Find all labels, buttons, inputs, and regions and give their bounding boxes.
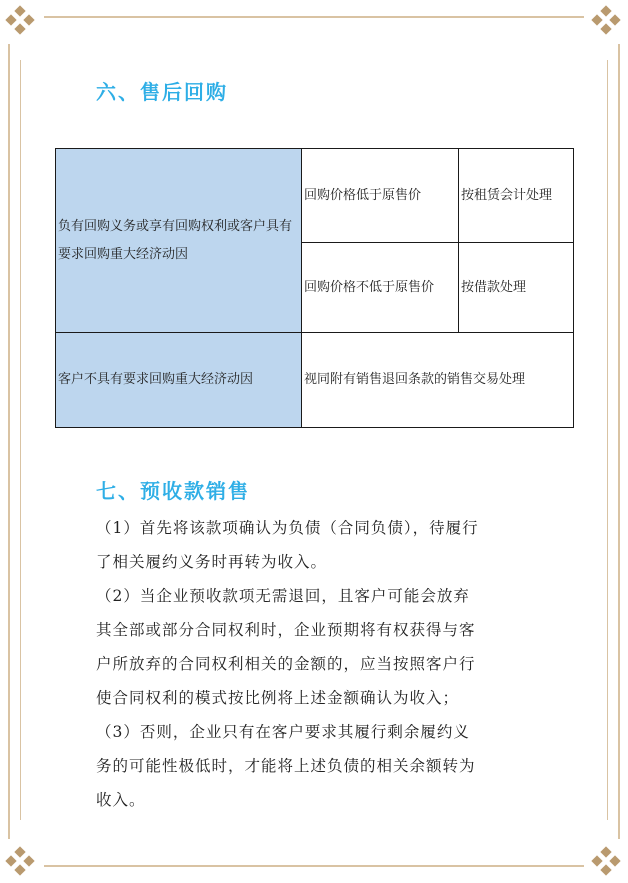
frame-left-line-outer <box>8 44 10 839</box>
body-line: （1）首先将该款项确认为负债（合同负债），待履行 <box>96 519 479 537</box>
body-line: 使合同权利的模式按比例将上述金额确认为收入； <box>96 689 460 707</box>
frame-top-line <box>44 16 584 18</box>
frame-left-line-inner <box>20 60 21 820</box>
body-line: （3）否则，企业只有在客户要求其履行剩余履约义 <box>96 723 470 741</box>
body-line: 了相关履约义务时再转为收入。 <box>96 553 328 571</box>
cell-price-not-below-original: 回购价格不低于原售价 <box>302 243 459 333</box>
frame-bottom-line <box>44 865 584 867</box>
body-line: 户所放弃的合同权利相关的金额的，应当按照客户行 <box>96 655 476 673</box>
frame-right-line-outer <box>618 44 620 839</box>
body-line: 其全部或部分合同权利时，企业预期将有权获得与客 <box>96 621 476 639</box>
corner-ornament-top-right <box>590 4 624 38</box>
cell-loan-treatment: 按借款处理 <box>459 243 574 333</box>
corner-ornament-bottom-right <box>590 845 624 879</box>
body-line: 收入。 <box>96 791 146 809</box>
frame-right-line-inner <box>607 60 608 820</box>
body-line: （2）当企业预收款项无需退回，且客户可能会放弃 <box>96 587 470 605</box>
cell-no-economic-incentive: 客户不具有要求回购重大经济动因 <box>56 333 302 428</box>
section7-body <box>96 511 536 817</box>
corner-ornament-bottom-left <box>4 845 38 879</box>
cell-lease-accounting: 按租赁会计处理 <box>459 149 574 243</box>
corner-ornament-top-left <box>4 4 38 38</box>
cell-buyback-obligation: 负有回购义务或享有回购权利或客户具有要求回购重大经济动因 <box>56 149 302 333</box>
body-line: 务的可能性极低时，才能将上述负债的相关余额转为 <box>96 757 476 775</box>
cell-price-below-original: 回购价格低于原售价 <box>302 149 459 243</box>
section7-title: 七、预收款销售 <box>96 479 250 503</box>
cell-sales-return-treatment: 视同附有销售退回条款的销售交易处理 <box>302 333 574 428</box>
buyback-table <box>55 148 574 428</box>
section6-title: 六、售后回购 <box>96 80 228 104</box>
